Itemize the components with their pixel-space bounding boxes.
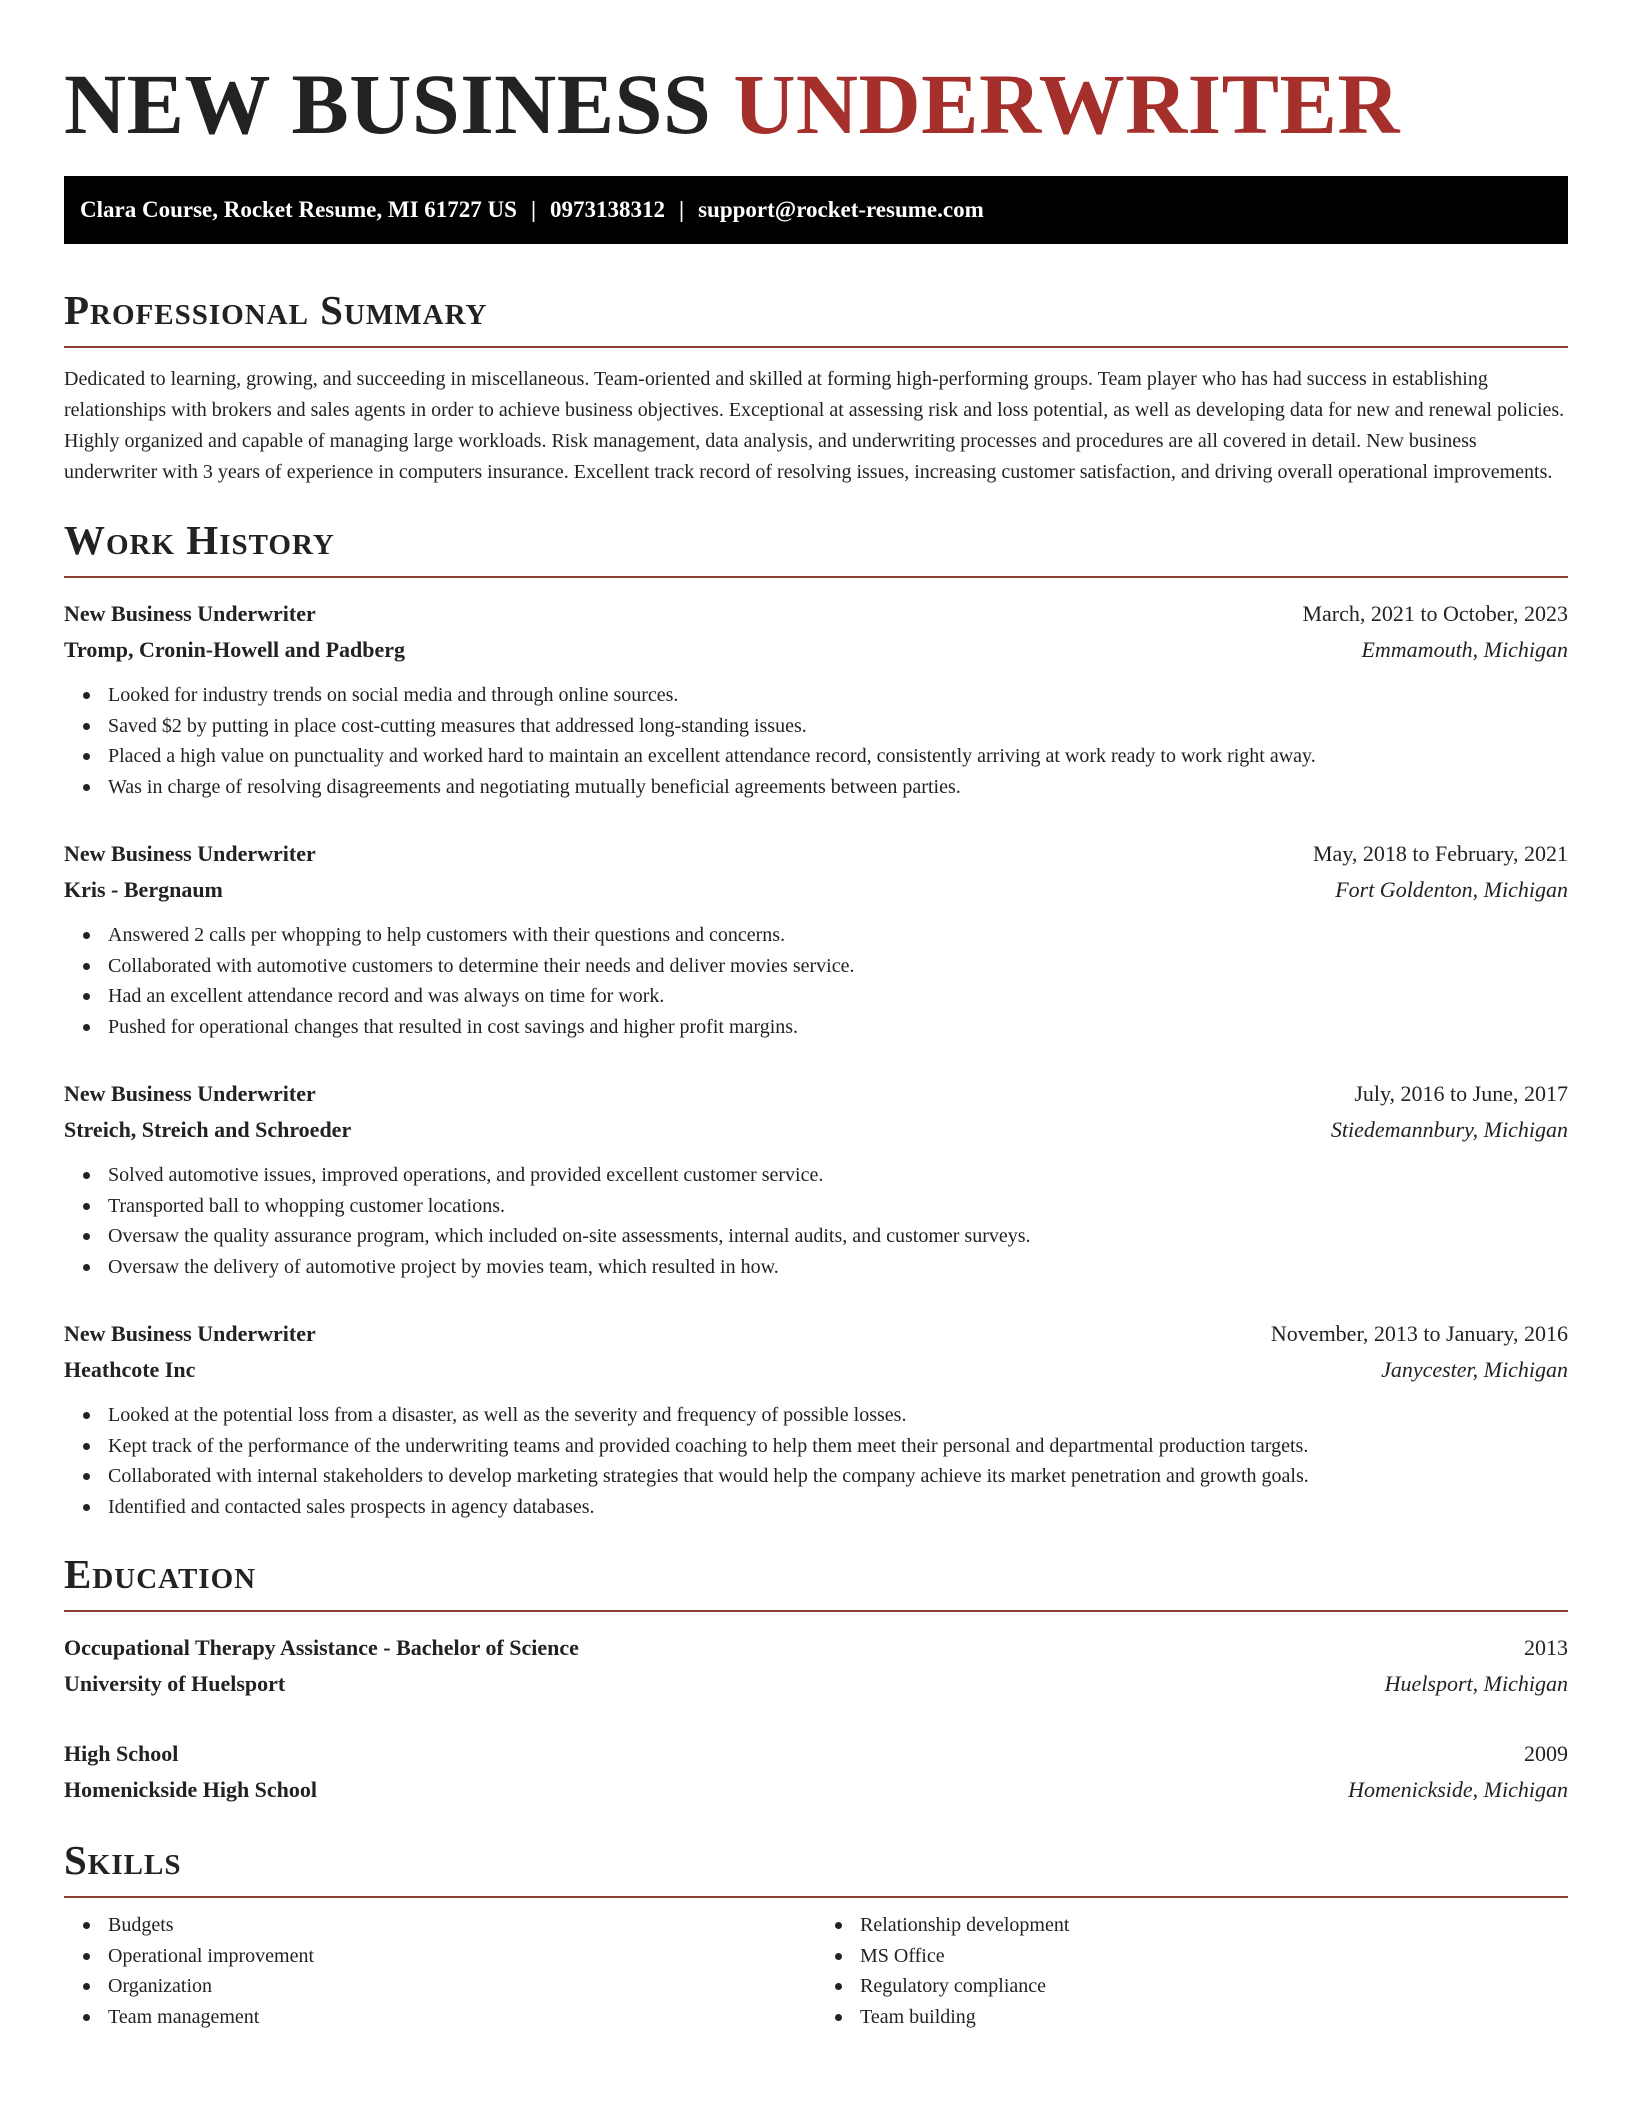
education-degree: High School <box>64 1741 179 1766</box>
job-bullet: Looked at the potential loss from a disaster, as well as the severity and frequency of possible losses. <box>108 1400 1568 1431</box>
job-bullets <box>64 1400 1568 1522</box>
work-history-heading: Work History <box>64 517 335 563</box>
job-bullet: Looked for industry trends on social media and through online sources. <box>108 680 1568 711</box>
skill-item: Budgets <box>108 1910 816 1941</box>
section-divider <box>64 1610 1568 1612</box>
work-history-section <box>64 516 1568 1522</box>
job-entry <box>64 836 1568 1042</box>
skills-column-right <box>816 1910 1568 2032</box>
job-bullets <box>64 680 1568 802</box>
skill-item: MS Office <box>860 1941 1568 1972</box>
contact-address: Clara Course, Rocket Resume, MI 61727 US <box>80 197 517 222</box>
education-school: Homenickside High School <box>64 1777 318 1802</box>
job-title: New Business Underwriter <box>64 1081 316 1106</box>
job-bullet: Kept track of the performance of the underwriting teams and provided coaching to help them meet their personal and departmental production targets. <box>108 1431 1568 1462</box>
job-bullet: Placed a high value on punctuality and worked hard to maintain an excellent attendance record, consistently arriving at work ready to work right away. <box>108 741 1568 772</box>
job-dates: November, 2013 to January, 2016 <box>1270 1321 1568 1346</box>
title-main: NEW BUSINESS <box>64 56 712 152</box>
job-company: Tromp, Cronin-Howell and Padberg <box>64 637 406 662</box>
contact-phone: 0973138312 <box>550 197 666 222</box>
summary-section <box>64 286 1568 488</box>
summary-heading: Professional Summary <box>64 287 488 333</box>
contact-bar <box>64 176 1568 244</box>
job-bullet: Pushed for operational changes that resulted in cost savings and higher profit margins. <box>108 1012 1568 1043</box>
title-accent: UNDERWRITER <box>733 56 1400 152</box>
contact-separator: | <box>679 197 685 222</box>
job-title: New Business Underwriter <box>64 841 316 866</box>
job-company: Kris - Bergnaum <box>64 877 223 902</box>
education-heading: Education <box>64 1551 257 1597</box>
job-entry <box>64 1076 1568 1282</box>
contact-separator: | <box>530 197 537 222</box>
education-location: Homenickside, Michigan <box>1348 1777 1568 1802</box>
education-location: Huelsport, Michigan <box>1384 1671 1568 1696</box>
job-dates: March, 2021 to October, 2023 <box>1302 601 1568 626</box>
skill-item: Organization <box>108 1971 816 2002</box>
job-bullets <box>64 1160 1568 1282</box>
contact-email[interactable]: support@rocket-resume.com <box>698 197 984 222</box>
job-location: Emmamouth, Michigan <box>1361 637 1568 662</box>
education-entry <box>64 1630 1568 1702</box>
job-bullet: Collaborated with internal stakeholders to develop marketing strategies that would help the company achieve its market penetration and growth goals. <box>108 1461 1568 1492</box>
skill-item: Relationship development <box>860 1910 1568 1941</box>
section-divider <box>64 576 1568 578</box>
job-bullet: Oversaw the delivery of automotive project by movies team, which resulted in how. <box>108 1252 1568 1283</box>
skills-column-left <box>64 1910 816 2032</box>
summary-text: Dedicated to learning, growing, and succeeding in miscellaneous. Team-oriented and skilled at forming high-performing groups. Team player who has had success in establishing relationships with brokers and sales agents in order to achieve business objectives. Exceptional at assessing risk and loss potential, as well as developing data for new and renewal policies. Highly organized and capable of managing large workloads. Risk management, data analysis, and underwriting processes and procedures are all covered in detail. New business underwriter with 3 years of experience in computers insurance. Excellent track record of resolving issues, increasing customer satisfaction, and driving overall operational improvements. <box>64 368 1565 483</box>
education-degree: Occupational Therapy Assistance - Bachelor of Science <box>64 1635 579 1660</box>
job-bullet: Transported ball to whopping customer locations. <box>108 1191 1568 1222</box>
job-bullet: Solved automotive issues, improved operations, and provided excellent customer service. <box>108 1160 1568 1191</box>
job-entry <box>64 596 1568 802</box>
skill-item: Team building <box>860 2002 1568 2033</box>
skill-item: Regulatory compliance <box>860 1971 1568 2002</box>
education-year: 2013 <box>1524 1635 1568 1660</box>
job-bullet: Oversaw the quality assurance program, which included on-site assessments, internal audits, and customer surveys. <box>108 1221 1568 1252</box>
job-bullet: Answered 2 calls per whopping to help customers with their questions and concerns. <box>108 920 1568 951</box>
job-bullet: Identified and contacted sales prospects in agency databases. <box>108 1492 1568 1523</box>
job-bullet: Was in charge of resolving disagreements and negotiating mutually beneficial agreements between parties. <box>108 772 1568 803</box>
page-title <box>64 54 1568 154</box>
skills-section <box>64 1836 1568 2032</box>
section-divider <box>64 346 1568 348</box>
job-company: Heathcote Inc <box>64 1357 196 1382</box>
job-dates: July, 2016 to June, 2017 <box>1354 1081 1568 1106</box>
job-dates: May, 2018 to February, 2021 <box>1313 841 1568 866</box>
job-location: Stiedemannbury, Michigan <box>1330 1117 1568 1142</box>
job-title: New Business Underwriter <box>64 1321 316 1346</box>
education-section <box>64 1550 1568 1808</box>
job-bullet: Had an excellent attendance record and was always on time for work. <box>108 981 1568 1012</box>
job-title: New Business Underwriter <box>64 601 316 626</box>
skills-grid <box>64 1910 1568 2032</box>
section-divider <box>64 1896 1568 1898</box>
job-company: Streich, Streich and Schroeder <box>64 1117 352 1142</box>
education-school: University of Huelsport <box>64 1671 286 1696</box>
skills-heading: Skills <box>64 1837 182 1883</box>
skill-item: Operational improvement <box>108 1941 816 1972</box>
education-entry <box>64 1736 1568 1808</box>
job-location: Fort Goldenton, Michigan <box>1335 877 1568 902</box>
job-bullet: Collaborated with automotive customers to determine their needs and deliver movies service. <box>108 951 1568 982</box>
job-entry <box>64 1316 1568 1522</box>
job-bullets <box>64 920 1568 1042</box>
job-location: Janycester, Michigan <box>1381 1357 1568 1382</box>
job-bullet: Saved $2 by putting in place cost-cutting measures that addressed long-standing issues. <box>108 711 1568 742</box>
education-year: 2009 <box>1524 1741 1568 1766</box>
skill-item: Team management <box>108 2002 816 2033</box>
